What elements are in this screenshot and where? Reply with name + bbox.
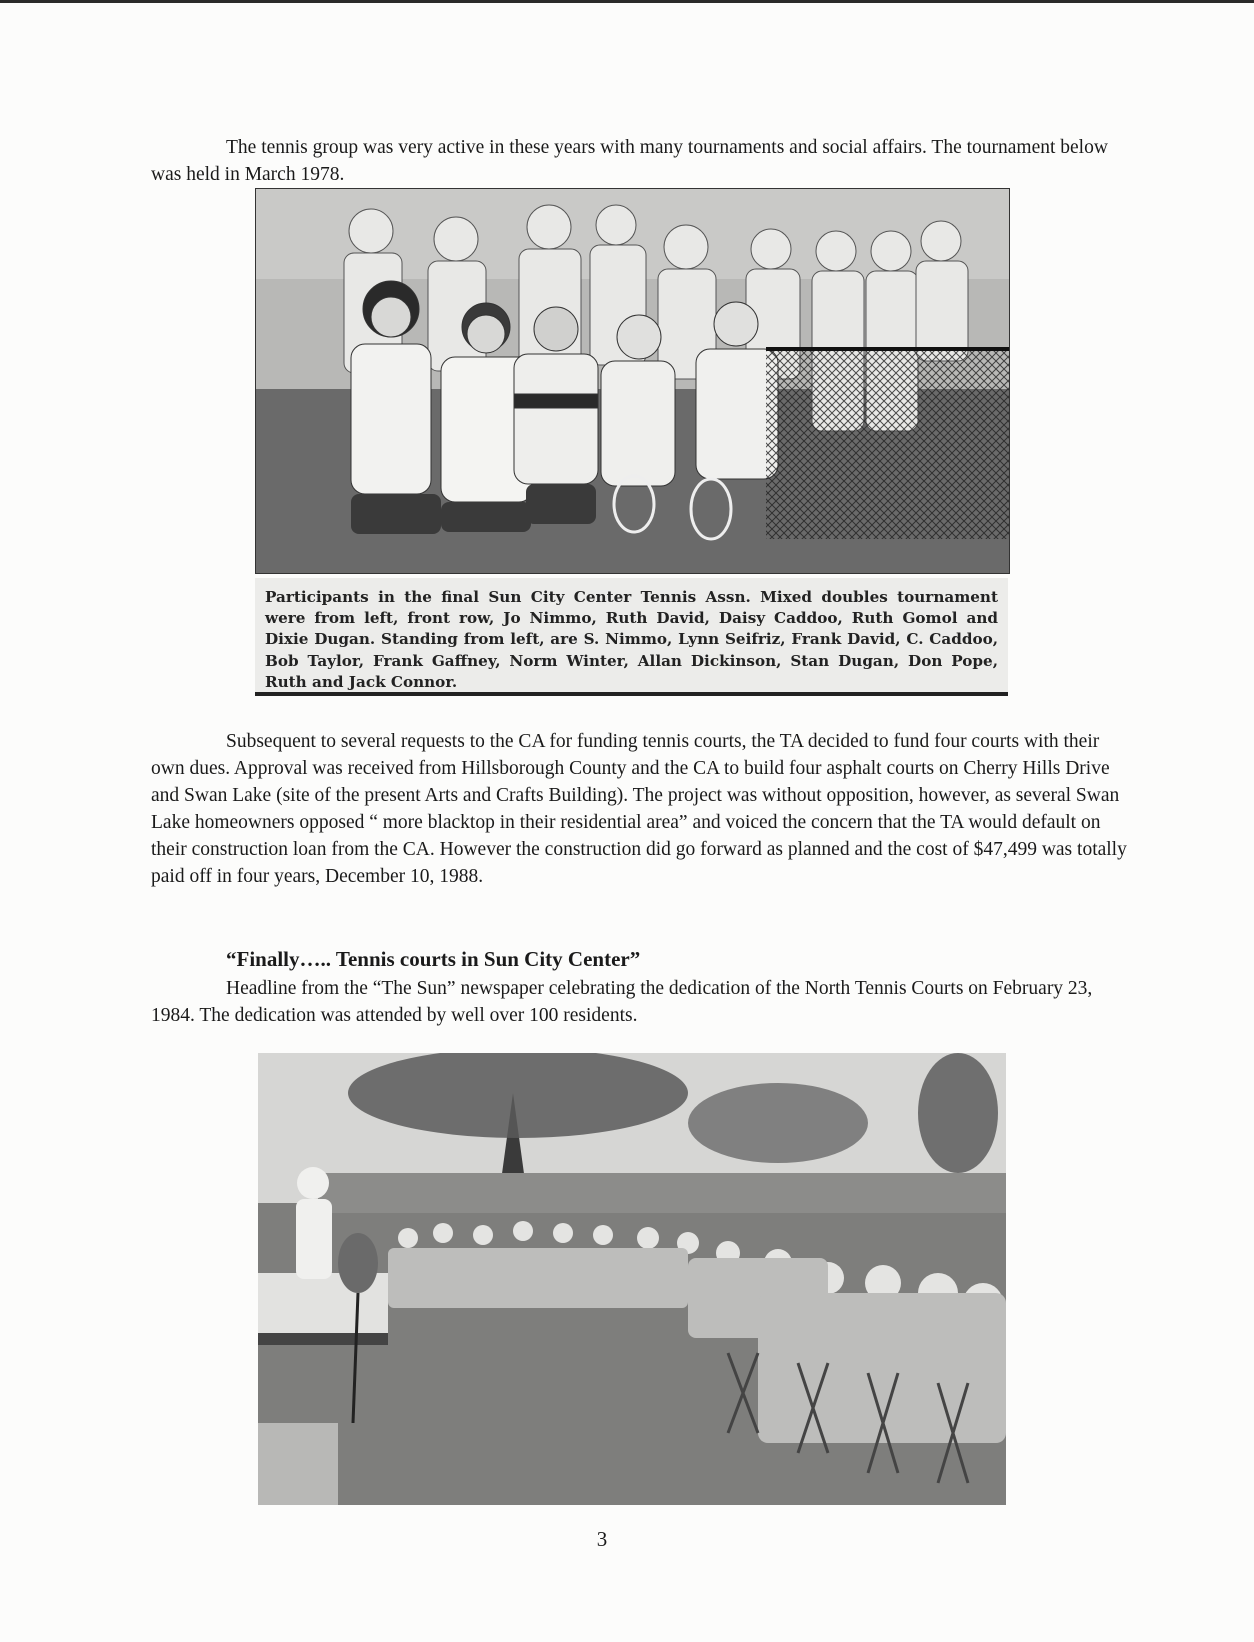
tennis-photo-caption: Participants in the final Sun City Center Tennis Assn. Mixed doubles tournament were from left, front row, Jo Nimmo, Ruth David, Daisy Caddoo, Ruth Gomol and Dixie Dugan. Standing from left, are S. Nimmo, Lynn Seifriz, Frank David, C. Caddoo, Bob Taylor, Frank Gaffney, Norm Winter, Allan Dickinson, Stan Dugan, Don Pope, Ruth and Jack Connor. — [255, 578, 1008, 696]
scan-top-edge — [0, 0, 1254, 3]
newspaper-headline: “Finally….. Tennis courts in Sun City Center” — [226, 947, 641, 971]
tennis-group-photo — [255, 188, 1010, 574]
funding-paragraph: Subsequent to several requests to the CA for funding tennis courts, the TA decided to fund four courts with their own dues. Approval was received from Hillsborough County and the CA to build four asphalt courts on Cherry Hills Drive and Swan Lake (site of the present Arts and Crafts Building). The project was without opposition, however, as several Swan Lake homeowners opposed “ more blacktop in their residential area” and voiced the concern that the TA would default on their construction loan from the CA. However the construction did go forward as planned and the cost of $47,499 was totally paid off in four years, December 10, 1988. — [151, 731, 1127, 887]
dedication-paragraph: Headline from the “The Sun” newspaper celebrating the dedication of the North Tennis Courts on February 23, 1984. The dedication was attended by well over 100 residents. — [151, 978, 1093, 1026]
dedication-crowd-photo — [258, 1053, 1006, 1505]
page-number: 3 — [596, 1527, 608, 1551]
intro-paragraph: The tennis group was very active in these years with many tournaments and social affairs. The tournament below was held in March 1978. — [151, 137, 1108, 185]
